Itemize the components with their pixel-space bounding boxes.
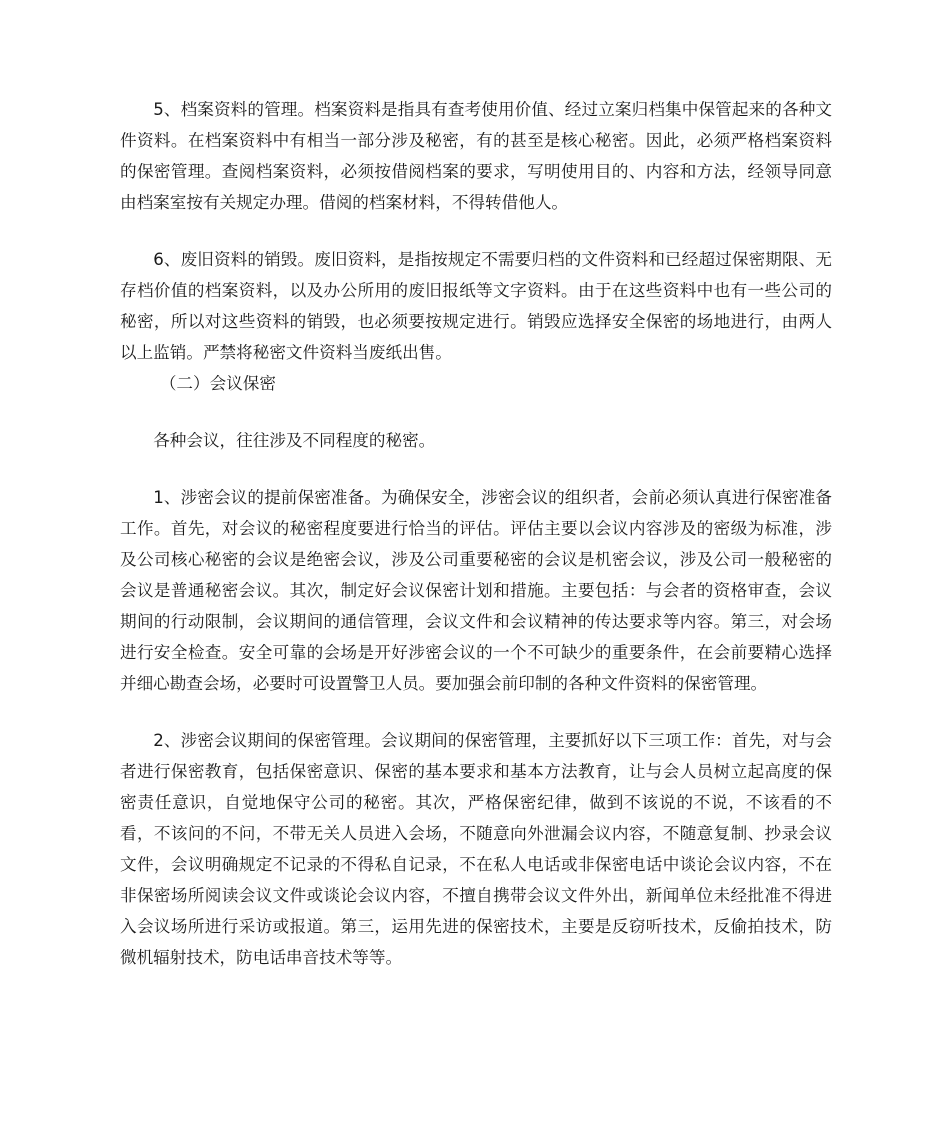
paragraph-meeting-management: 2、涉密会议期间的保密管理。会议期间的保密管理，主要抓好以下三项工作：首先，对与会者进行保密教育，包括保密意识、保密的基本要求和基本方法教育，让与会人员树立起高度的保密责任意识，自觉地保守公司的秘密。其次，严格保密纪律，做到不该说的不说，不该看的不看，不该问的不问，不带无关人员进入会场，不随意向外泄漏会议内容，不随意复制、抄录会议文件，会议明确规定不记录的不得私自记录，不在私人电话或非保密电话中谈论会议内容，不在非保密场所阅读会议文件或谈论会议内容，不擅自携带会议文件外出，新闻单位未经批准不得进入会议场所进行采访或报道。第三，运用先进的保密技术，主要是反窃听技术，反偷拍技术，防微机辐射技术，防电话串音技术等等。 — [120, 731, 832, 967]
section-heading-meeting-secrecy: （二）会议保密 — [159, 374, 276, 393]
document-page — [120, 94, 832, 973]
paragraph-waste-destruction: 6、废旧资料的销毁。废旧资料，是指按规定不需要归档的文件资料和已经超过保密期限、无存档价值的档案资料，以及办公所用的废旧报纸等文字资料。由于在这些资料中也有一些公司的秘密，所以对这些资料的销毁，也必须要按规定进行。销毁应选择安全保密的场地进行，由两人以上监销。严禁将秘密文件资料当废纸出售。 — [120, 250, 832, 362]
paragraph-meeting-intro: 各种会议，往往涉及不同程度的秘密。 — [153, 431, 436, 450]
paragraph-meeting-preparation: 1、涉密会议的提前保密准备。为确保安全，涉密会议的组织者，会前必须认真进行保密准备工作。首先，对会议的秘密程度要进行恰当的评估。评估主要以会议内容涉及的密级为标准，涉及公司核心秘密的会议是绝密会议，涉及公司重要秘密的会议是机密会议，涉及公司一般秘密的会议是普通秘密会议。其次，制定好会议保密计划和措施。主要包括：与会者的资格审查，会议期间的行动限制，会议期间的通信管理，会议文件和会议精神的传达要求等内容。第三，对会场进行安全检查。安全可靠的会场是开好涉密会议的一个不可缺少的重要条件，在会前要精心选择并细心勘查会场，必要时可设置警卫人员。要加强会前印制的各种文件资料的保密管理。 — [120, 488, 832, 693]
paragraph-archive-management: 5、档案资料的管理。档案资料是指具有查考使用价值、经过立案归档集中保管起来的各种文件资料。在档案资料中有相当一部分涉及秘密，有的甚至是核心秘密。因此，必须严格档案资料的保密管理。查阅档案资料，必须按借阅档案的要求，写明使用目的、内容和方法，经领导同意由档案室按有关规定办理。借阅的档案材料，不得转借他人。 — [120, 100, 832, 212]
